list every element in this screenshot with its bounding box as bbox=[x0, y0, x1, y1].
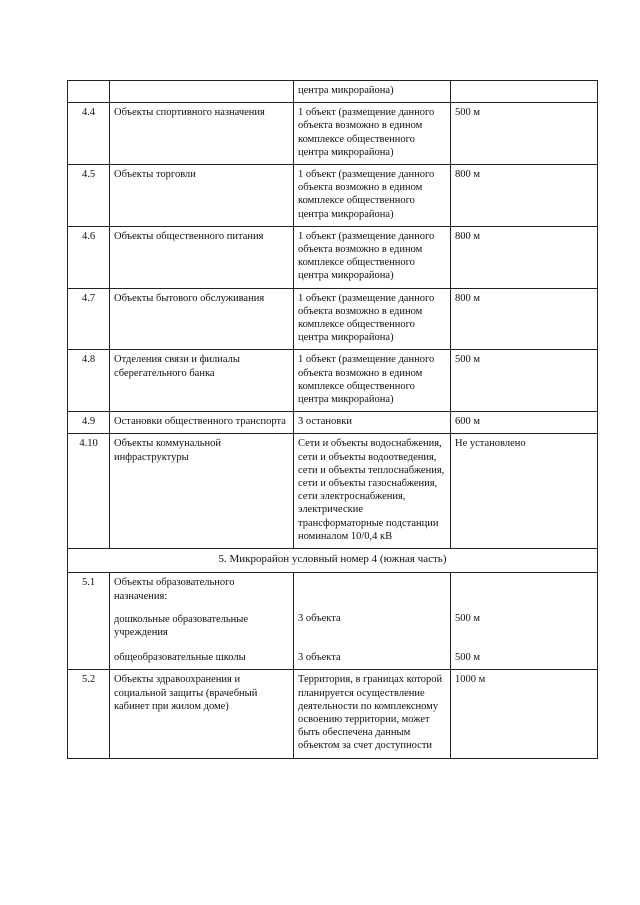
accessibility-distance bbox=[451, 81, 598, 103]
table-row bbox=[68, 434, 598, 549]
table-row bbox=[68, 670, 598, 758]
accessibility-distance: 500 м bbox=[451, 103, 598, 165]
object-capacity: 1 объект (размещение данного объекта возможно в едином комплексе общественного центра микрорайона) bbox=[294, 103, 451, 165]
object-name bbox=[110, 81, 294, 103]
object-capacity: 1 объект (размещение данного объекта возможно в едином комплексе общественного центра микрорайона) bbox=[294, 226, 451, 288]
subitem-name: дошкольные образовательные учреждения bbox=[114, 613, 249, 638]
accessibility-distance: 800 м bbox=[451, 288, 598, 350]
section-header-row bbox=[68, 549, 598, 573]
table-row bbox=[68, 412, 598, 434]
object-capacity: центра микрорайона) bbox=[294, 81, 451, 103]
accessibility-distance: Не установлено bbox=[451, 434, 598, 549]
object-name: Объекты здравоохранения и социальной защиты (врачебный кабинет при жилом доме) bbox=[110, 670, 294, 758]
object-capacity: Сети и объекты водоснабжения, сети и объекты водоотведения, сети и объекты теплоснабжения, сети и объекты газоснабжения, сети электроснабжения, электрические трансформаторные подстанции номиналом 10/0,4 кВ bbox=[294, 434, 451, 549]
accessibility-distance: 800 м bbox=[451, 226, 598, 288]
accessibility-distance: 500 м bbox=[451, 350, 598, 412]
planning-table bbox=[67, 80, 598, 759]
subitem-distance: 500 м bbox=[455, 613, 481, 625]
object-capacity: 1 объект (размещение данного объекта возможно в едином комплексе общественного центра микрорайона) bbox=[294, 288, 451, 350]
table-row bbox=[68, 288, 598, 350]
row-number: 5.1 bbox=[68, 573, 110, 670]
table-row bbox=[68, 103, 598, 165]
object-name: Остановки общественного транспорта bbox=[110, 412, 294, 434]
table-row bbox=[68, 226, 598, 288]
accessibility-distance: 600 м bbox=[451, 412, 598, 434]
object-capacity: 1 объект (размещение данного объекта возможно в едином комплексе общественного центра микрорайона) bbox=[294, 350, 451, 412]
object-name bbox=[110, 573, 294, 670]
object-name: Объекты общественного питания bbox=[110, 226, 294, 288]
row-number: 4.10 bbox=[68, 434, 110, 549]
object-capacity: 3 остановки bbox=[294, 412, 451, 434]
row-number: 4.5 bbox=[68, 165, 110, 227]
accessibility-distance bbox=[451, 573, 598, 670]
row-number: 4.4 bbox=[68, 103, 110, 165]
subitem-capacity: 3 объекта bbox=[298, 613, 341, 625]
row-number: 4.7 bbox=[68, 288, 110, 350]
table-row bbox=[68, 350, 598, 412]
row-number: 5.2 bbox=[68, 670, 110, 758]
subitem-capacity: 3 объекта bbox=[298, 651, 341, 663]
section-title: 5. Микрорайон условный номер 4 (южная часть) bbox=[68, 549, 598, 573]
accessibility-distance: 800 м bbox=[451, 165, 598, 227]
object-name: Отделения связи и филиалы сберегательного банка bbox=[110, 350, 294, 412]
object-name: Объекты коммунальной инфраструктуры bbox=[110, 434, 294, 549]
object-capacity: Территория, в границах которой планируется осуществление деятельности по комплексному освоению территории, может быть обеспечена данным объектом за счет доступности bbox=[294, 670, 451, 758]
row-number: 4.8 bbox=[68, 350, 110, 412]
table-row bbox=[68, 573, 598, 670]
row-number: 4.9 bbox=[68, 412, 110, 434]
object-name: Объекты бытового обслуживания bbox=[110, 288, 294, 350]
group-label: Объекты образовательного назначения: bbox=[114, 577, 235, 602]
subitem-name: общеобразовательные школы bbox=[114, 652, 246, 664]
object-name: Объекты торговли bbox=[110, 165, 294, 227]
subitem-distance: 500 м bbox=[455, 651, 481, 663]
object-capacity: 1 объект (размещение данного объекта возможно в едином комплексе общественного центра микрорайона) bbox=[294, 165, 451, 227]
object-name: Объекты спортивного назначения bbox=[110, 103, 294, 165]
row-number: 4.6 bbox=[68, 226, 110, 288]
table-row bbox=[68, 81, 598, 103]
object-capacity bbox=[294, 573, 451, 670]
accessibility-distance: 1000 м bbox=[451, 670, 598, 758]
row-number bbox=[68, 81, 110, 103]
table-row bbox=[68, 165, 598, 227]
